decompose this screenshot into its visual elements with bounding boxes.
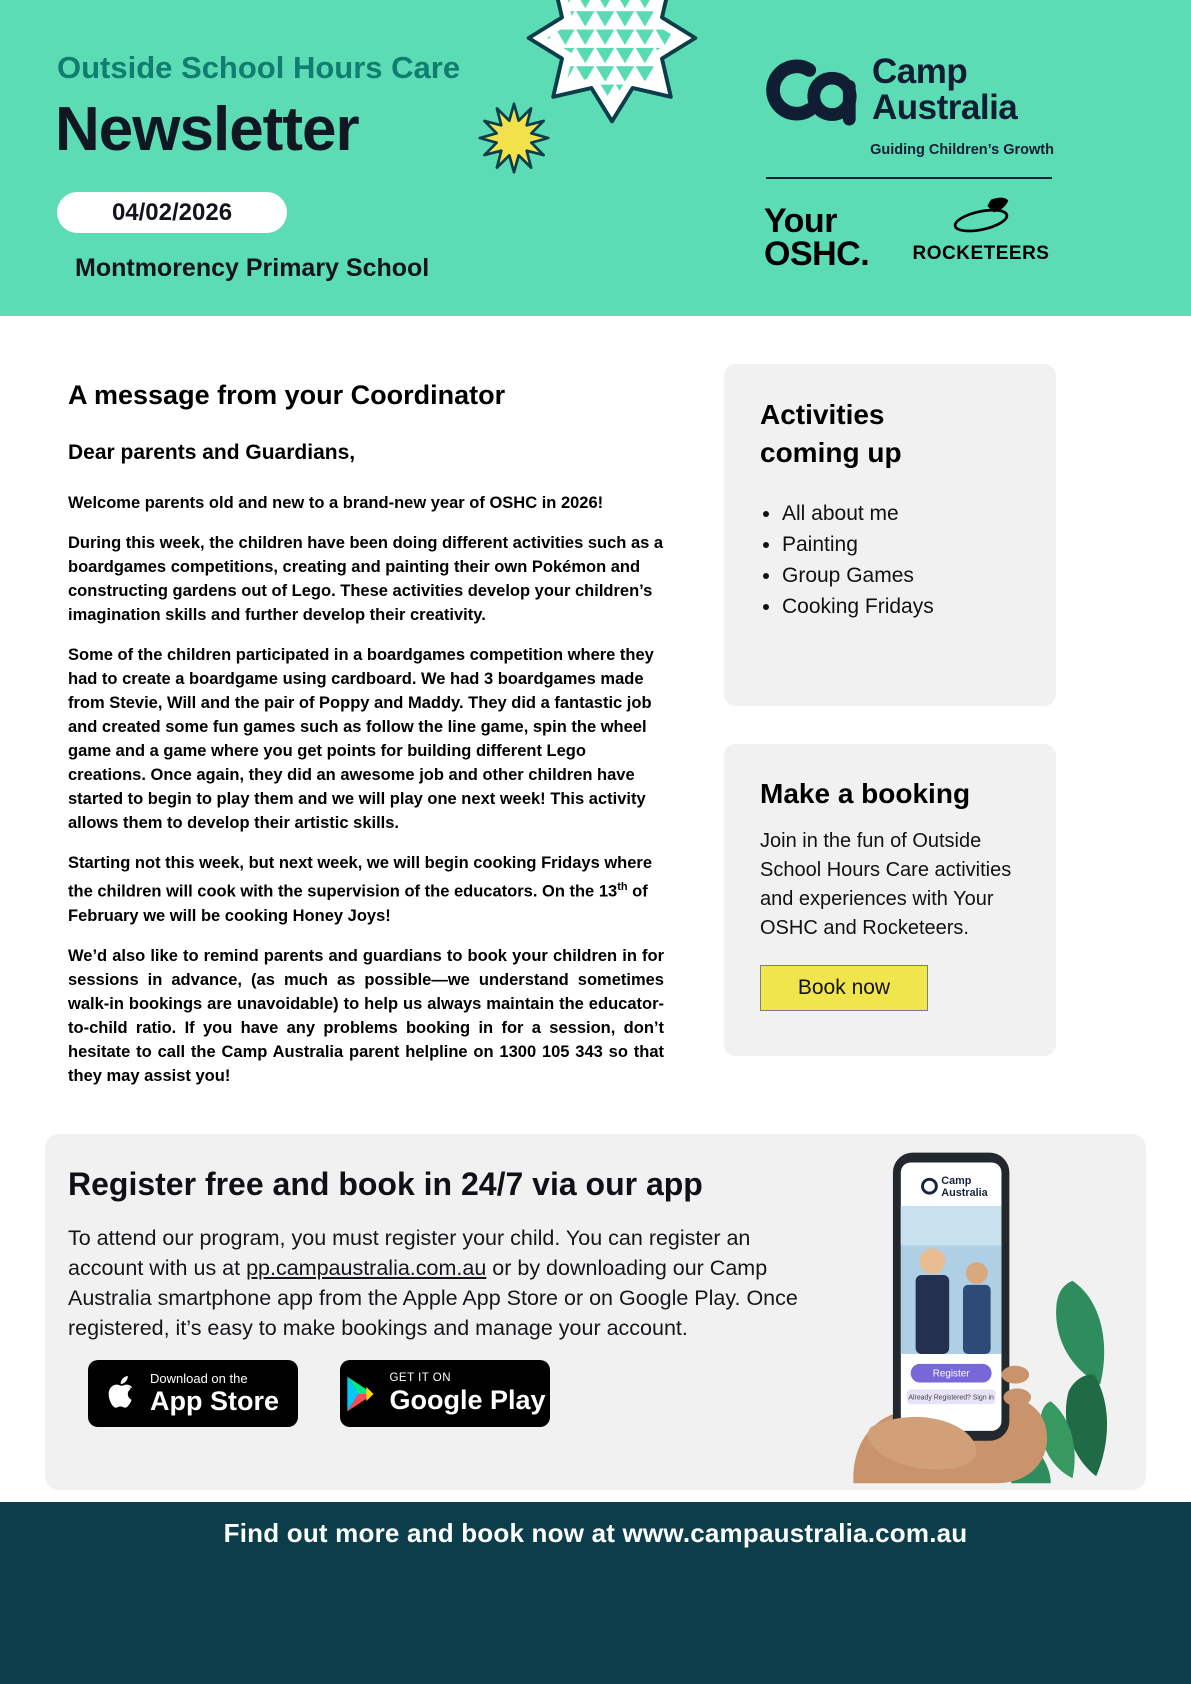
header-subtitle: Outside School Hours Care: [57, 50, 461, 85]
yellow-star-icon: [478, 102, 550, 174]
booking-card: [724, 744, 1056, 1056]
phone-signin-text: Already Registered? Sign in: [908, 1394, 994, 1402]
register-text: To attend our program, you must register your child. You can register an account with us at pp.campaustralia.com.au or by downloading our Camp Australia smartphone app from the Apple App Store or on Google Play. Once registered, it’s easy to make bookings and manage your account.: [68, 1226, 798, 1340]
activity-item: • Group Games: [782, 560, 1056, 591]
registration-link[interactable]: pp.campaustralia.com.au: [246, 1256, 487, 1280]
activities-card: [724, 364, 1056, 706]
your-oshc-logo: Your OSHC.: [764, 202, 870, 274]
brand-tagline: Guiding Children’s Growth: [870, 142, 1054, 158]
booking-text: Join in the fun of Outside School Hours Care activities and experiences with Your OSHC and Rocketeers.: [760, 830, 1012, 939]
header: [0, 0, 1191, 316]
footer-text: Find out more and book now at www.campaustralia.com.au: [223, 1518, 968, 1548]
activity-item: • Painting: [782, 529, 1056, 560]
google-play-badge[interactable]: [340, 1360, 550, 1427]
message-paragraph: During this week, the children have been doing different activities such as a boardgames competitions, creating and painting their own Pokémon and constructing gardens out of Lego. These activities develop your children’s imagination skills and further develop their creativity.: [68, 534, 664, 624]
camp-australia-logo: [762, 45, 1054, 158]
register-section: [45, 1134, 1146, 1490]
phone-register-button: Register: [932, 1368, 970, 1380]
message-heading: A message from your Coordinator: [68, 380, 506, 410]
message-paragraph: Some of the children participated in a boardgames competition where they had to create a boardgame using cardboard. We had 3 boardgames made from Stevie, Will and the pair of Poppy and Maddy. They did a fantastic job and created some fun games such as follow the line game, spin the wheel game and a game where you get points for building different Lego creations. Once again, they did an awesome job and other children have started to begin to play them and we will play one next week! This activity allows them to develop their artistic skills.: [68, 646, 654, 832]
activity-item: • All about me: [782, 498, 1056, 529]
rocketeers-wordmark: ROCKETEERS: [912, 243, 1050, 264]
date-badge: 04/02/2026: [57, 192, 287, 233]
app-store-name: App Store: [149, 1386, 279, 1417]
coordinator-message-section: [68, 380, 664, 1104]
app-store-kicker: Download on the: [149, 1370, 248, 1386]
camp-australia-mark-icon: [762, 45, 862, 135]
book-now-button[interactable]: Book now: [760, 965, 928, 1011]
brand-wordmark: Camp Australia: [872, 52, 1018, 127]
rocket-icon: [949, 196, 1013, 236]
phone-brand-line2: Australia: [941, 1187, 988, 1200]
register-heading: Register free and book in 24/7 via our app: [68, 1166, 703, 1202]
app-store-badge[interactable]: [88, 1360, 298, 1427]
school-name: Montmorency Primary School: [75, 254, 430, 282]
google-play-name: Google Play: [389, 1385, 546, 1416]
activity-item: • Cooking Fridays: [782, 591, 1056, 622]
google-play-icon: [344, 1375, 376, 1413]
apple-icon: [107, 1376, 137, 1412]
booking-heading: Make a booking: [760, 778, 971, 809]
message-paragraph: Starting not this week, but next week, we will begin cooking Fridays where the children will cook with the supervision of the educators. On the 13th of February we will be cooking Honey Joys!: [68, 854, 653, 925]
header-divider: [766, 177, 1052, 179]
message-paragraph: Welcome parents old and new to a brand-new year of OSHC in 2026!: [68, 494, 604, 512]
ordinal-suffix: th: [617, 881, 628, 893]
phone-app-image: [814, 1140, 1110, 1486]
activities-list: [724, 498, 1056, 622]
page-title: Newsletter: [55, 95, 359, 164]
activities-heading: Activities coming up: [760, 399, 902, 468]
phone-brand-line1: Camp: [941, 1175, 972, 1188]
store-badges: [88, 1360, 550, 1427]
rocketeers-logo: [906, 196, 1056, 265]
message-paragraph: We’d also like to remind parents and guardians to book your children in for sessions in advance, (as much as possible—we understand sometimes walk-in bookings are unavoidable) to help us always maintain the educator-to-child ratio. If you have any problems booking in for a session, don’t hesitate to call the Camp Australia parent helpline on 1300 105 343 so that they may assist you!: [68, 946, 664, 1085]
salutation: Dear parents and Guardians,: [68, 441, 356, 464]
google-play-kicker: GET IT ON: [389, 1372, 452, 1385]
footer: [0, 1502, 1191, 1684]
